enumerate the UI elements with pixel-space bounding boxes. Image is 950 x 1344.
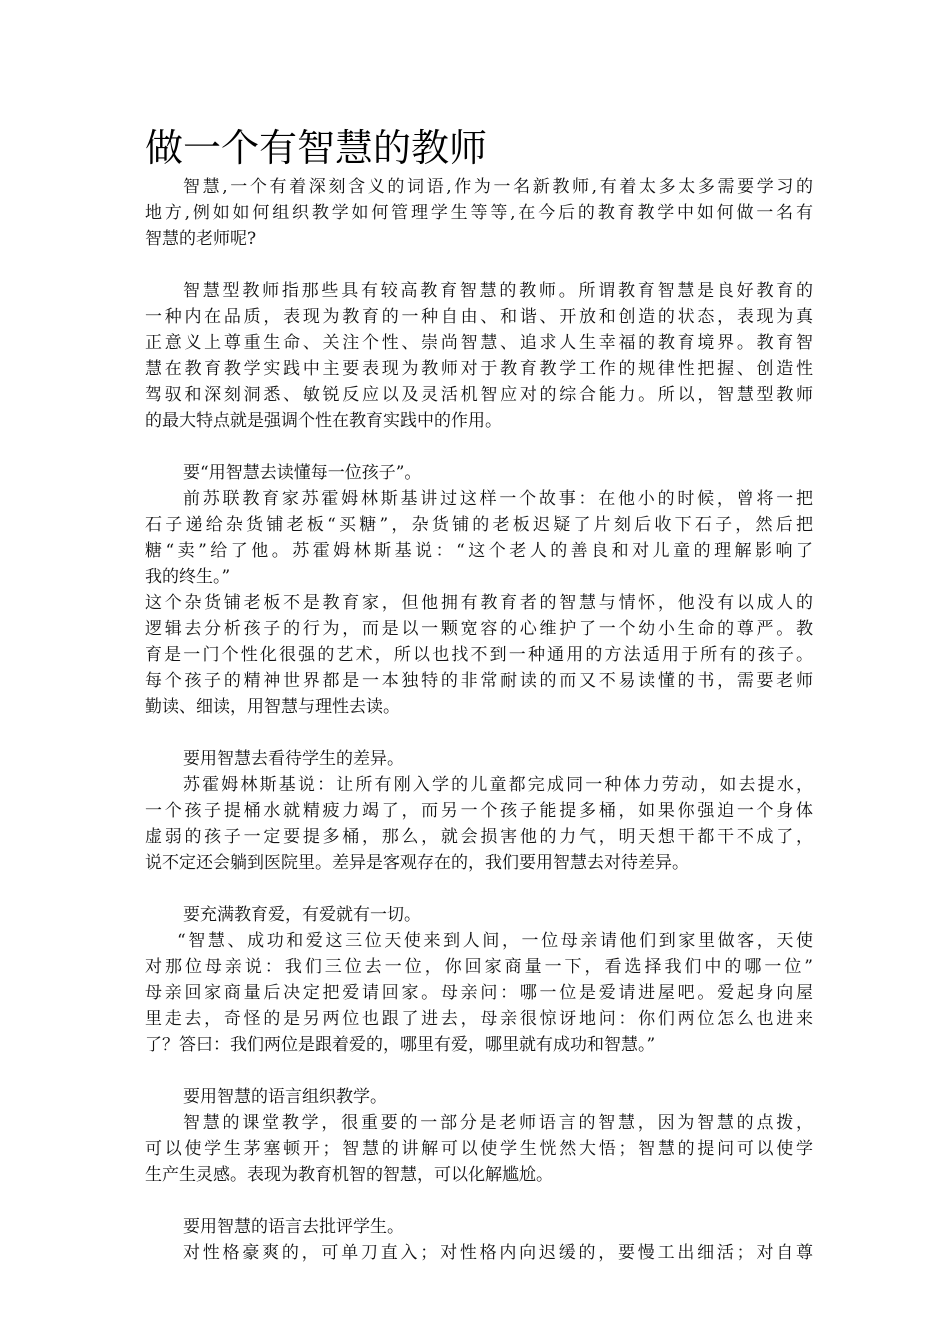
text-line: 慧在教育教学实践中主要表现为教师对于教育教学工作的规律性把握、创造性: [145, 359, 813, 379]
paragraph-gap: [145, 1058, 813, 1084]
section-heading: 要“用智慧去读懂每一位孩子”。: [183, 463, 422, 483]
text-line: 前苏联教育家苏霍姆林斯基讲过这样一个故事：在他小的时候，曾将一把: [183, 489, 813, 509]
text-line: “智慧、成功和爱这三位天使来到人间，一位母亲请他们到家里做客，天使: [177, 931, 813, 951]
section-heading: 要用智慧去看待学生的差异。: [183, 749, 404, 769]
text-line: 了？答曰：我们两位是跟着爱的，哪里有爱，哪里就有成功和智慧。”: [145, 1035, 656, 1055]
paragraph-gap: [145, 434, 813, 460]
text-line: 虚弱的孩子一定要提多桶，那么，就会损害他的力气，明天想干都干不成了，: [145, 827, 813, 847]
paragraph-intro: [145, 174, 813, 252]
text-line: 正意义上尊重生命、关注个性、崇尚智慧、追求人生幸福的教育境界。教育智: [145, 333, 813, 353]
paragraph-love-story: [145, 928, 813, 1058]
text-line: 驾驭和深刻洞悉、敏锐反应以及灵活机智应对的综合能力。所以，智慧型教师: [145, 385, 813, 405]
text-line: 一种内在品质，表现为教育的一种自由、和谐、开放和创造的状态，表现为真: [145, 307, 813, 327]
paragraph-gap: [145, 876, 813, 902]
text-line: 生产生灵感。表现为教育机智的智慧，可以化解尴尬。: [145, 1165, 553, 1185]
document-title: 做一个有智慧的教师: [145, 126, 488, 170]
paragraph-gap: [145, 252, 813, 278]
document-page: [145, 122, 813, 1266]
text-line: 糖“卖”给了他。苏霍姆林斯基说：“这个老人的善良和对儿童的理解影响了: [145, 541, 813, 561]
text-line: 对性格豪爽的，可单刀直入；对性格内向迟缓的，要慢工出细活；对自尊: [183, 1243, 813, 1263]
text-line: 育是一门个性化很强的艺术，所以也找不到一种通用的方法适用于所有的孩子。: [145, 645, 813, 665]
text-line: 石子递给杂货铺老板“买糖”，杂货铺的老板迟疑了片刻后收下石子，然后把: [145, 515, 813, 535]
paragraph-definition: [145, 278, 813, 434]
text-line: 母亲回家商量后决定把爱请回家。母亲问：哪一位是爱请进屋吧。爱起身向屋: [145, 983, 813, 1003]
paragraph-commentary: [145, 590, 813, 720]
text-line: 智慧的老师呢?: [145, 229, 257, 249]
paragraph-story: [145, 486, 813, 590]
text-line: 逻辑去分析孩子的行为，而是以一颗宽容的心维护了一个幼小生命的尊严。教: [145, 619, 813, 639]
section-heading: 要用智慧的语言组织教学。: [183, 1087, 387, 1107]
text-line: 苏霍姆林斯基说：让所有刚入学的儿童都完成同一种体力劳动，如去提水，: [183, 775, 813, 795]
text-line: 勤读、细读，用智慧与理性去读。: [145, 697, 400, 717]
paragraph-language: [145, 1110, 813, 1188]
text-line: 我的终生。”: [145, 567, 231, 587]
text-line: 智慧的课堂教学，很重要的一部分是老师语言的智慧，因为智慧的点拨，: [183, 1113, 813, 1133]
text-line: 这个杂货铺老板不是教育家，但他拥有教育者的智慧与情怀，他没有以成人的: [145, 593, 813, 613]
text-line: 每个孩子的精神世界都是一本独特的非常耐读的而又不易读懂的书，需要老师: [145, 671, 813, 691]
paragraph-criticism: [145, 1240, 813, 1266]
section-heading: 要充满教育爱，有爱就有一切。: [183, 905, 421, 925]
text-line: 可以使学生茅塞顿开；智慧的讲解可以使学生恍然大悟；智慧的提问可以使学: [145, 1139, 813, 1159]
paragraph-gap: [145, 720, 813, 746]
text-line: 智慧型教师指那些具有较高教育智慧的教师。所谓教育智慧是良好教育的: [183, 281, 813, 301]
text-line: 对那位母亲说：我们三位去一位，你回家商量一下，看选择我们中的哪一位”: [145, 957, 813, 977]
paragraph-gap: [145, 1188, 813, 1214]
text-line: 一个孩子提桶水就精疲力竭了，而另一个孩子能提多桶，如果你强迫一个身体: [145, 801, 813, 821]
text-line: 里走去，奇怪的是另两位也跟了进去，母亲很惊讶地问：你们两位怎么也进来: [145, 1009, 813, 1029]
text-line: 的最大特点就是强调个性在教育实践中的作用。: [145, 411, 502, 431]
section-heading: 要用智慧的语言去批评学生。: [183, 1217, 404, 1237]
text-line: 地方,例如如何组织教学如何管理学生等等,在今后的教育教学中如何做一名有: [145, 203, 813, 223]
text-line: 智慧,一个有着深刻含义的词语,作为一名新教师,有着太多太多需要学习的: [183, 177, 813, 197]
text-line: 说不定还会躺到医院里。差异是客观存在的，我们要用智慧去对待差异。: [145, 853, 689, 873]
paragraph-differences: [145, 772, 813, 876]
